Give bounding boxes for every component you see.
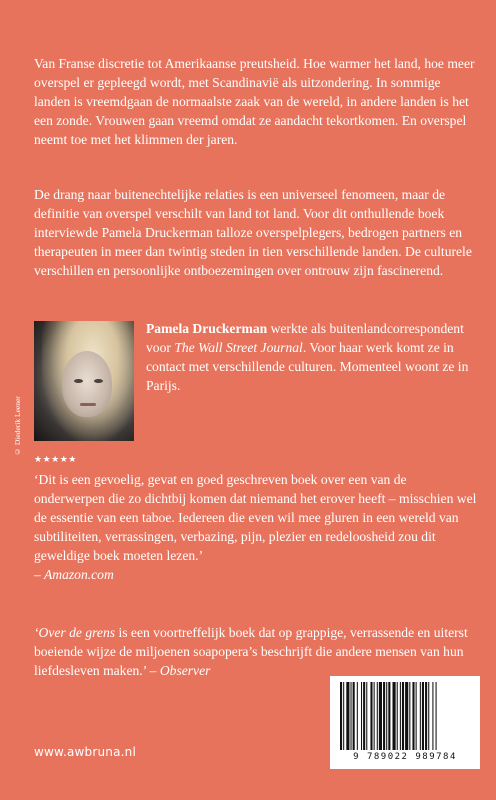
barcode: [330, 676, 480, 769]
barcode-bar: [366, 682, 367, 750]
barcode-bar: [377, 682, 378, 750]
author-journal: The Wall Street Journal: [174, 340, 303, 355]
barcode-bar: [428, 682, 429, 750]
review-1-text: ‘Dit is een gevoelig, gevat en goed geschreven boek over een van de onderwerpen die zo dichtbij komen dat niemand het erover heeft – misschien wel de essentie van een taboe. Iedereen die even wil mee gluren in een wereld van subtiliteiten, verrassingen, verbazing, pijn, plezier en redeloosheid zou dit geweldige boek moeten lezen.’: [34, 472, 477, 563]
barcode-bar: [420, 682, 421, 750]
review-2-text: is een voortreffelijk boek dat op grappige, verrassende en uiterst boeiende wijze de miljoenen soapopera’s beschrijft die andere mensen van hun liefdesleven maken.’ –: [34, 625, 468, 678]
author-photo-eye: [94, 379, 103, 383]
barcode-bar: [412, 682, 414, 750]
barcode-bar: [416, 682, 417, 750]
author-name: Pamela Druckerman: [146, 321, 268, 336]
blurb-paragraph-2: De drang naar buitenechtelijke relaties is een universeel fenomeen, maar de definitie van overspel verschilt van land tot land. Voor dit onthullende boek interviewde Pamela Druckerman talloze overspelplegers, bedrogen partners en therapeuten in meer dan twintig steden in tien verschillende landen. De culturele verschillen en persoonlijke ontboezemingen over ontrouw zijn fascinerend.: [34, 187, 472, 278]
barcode-bars: [338, 682, 472, 752]
barcode-bar: [402, 682, 404, 750]
author-photo: [34, 321, 134, 441]
barcode-bar: [374, 682, 375, 750]
barcode-bar: [361, 682, 362, 750]
review-2-book-title: ‘Over de grens: [34, 625, 116, 640]
author-photo-mouth: [80, 403, 96, 406]
barcode-bar: [353, 682, 355, 750]
barcode-bar: [343, 682, 344, 750]
barcode-bar: [370, 682, 372, 750]
review-2: [34, 623, 478, 680]
review-2-source: Observer: [159, 663, 211, 678]
barcode-bar: [405, 682, 408, 750]
author-photo-eye: [74, 379, 83, 383]
barcode-bar: [400, 682, 401, 750]
barcode-bar: [393, 682, 396, 750]
barcode-bar: [397, 682, 398, 750]
blurb-paragraph-1: Van Franse discretie tot Amerikaanse preutsheid. Hoe warmer het land, hoe meer overspel er gepleegd wordt, met Scandinavië als uitzondering. In sommige landen is vreemdgaan de normaalste zaak van de wereld, in andere landen is het een zonde. Vrouwen gaan vreemd omdat ze aandacht tekortkomen. En overspel neemt toe met het klimmen der jaren.: [34, 56, 475, 147]
author-bio-text-2: . Voor haar werk komt ze in contact met verschillende culturen. Momenteel woont ze in Parijs.: [146, 340, 469, 393]
review-1: [34, 470, 478, 584]
barcode-bar: [409, 682, 410, 750]
photo-credit: © Diederik Leener: [13, 396, 22, 456]
barcode-bar: [422, 682, 424, 750]
barcode-bar: [379, 682, 382, 750]
barcode-isbn: 9 789022 989784: [353, 752, 457, 762]
barcode-bar: [357, 682, 358, 750]
author-photo-face: [62, 351, 112, 417]
barcode-bar: [425, 682, 427, 750]
barcode-bar: [436, 682, 437, 750]
barcode-bar: [340, 682, 342, 750]
barcode-bar: [383, 682, 385, 750]
barcode-bar: [346, 682, 349, 750]
author-bio: [146, 319, 478, 395]
publisher-website: www.awbruna.nl: [34, 745, 136, 759]
review-1-source: – Amazon.com: [34, 567, 114, 582]
barcode-bar: [351, 682, 352, 750]
barcode-bar: [363, 682, 365, 750]
rating-stars: ★★★★★: [34, 455, 77, 465]
barcode-bar: [386, 682, 387, 750]
barcode-bar: [432, 682, 433, 750]
barcode-bar: [388, 682, 390, 750]
author-bio-text-1: werkte als buitenlandcorrespondent voor: [146, 321, 464, 355]
